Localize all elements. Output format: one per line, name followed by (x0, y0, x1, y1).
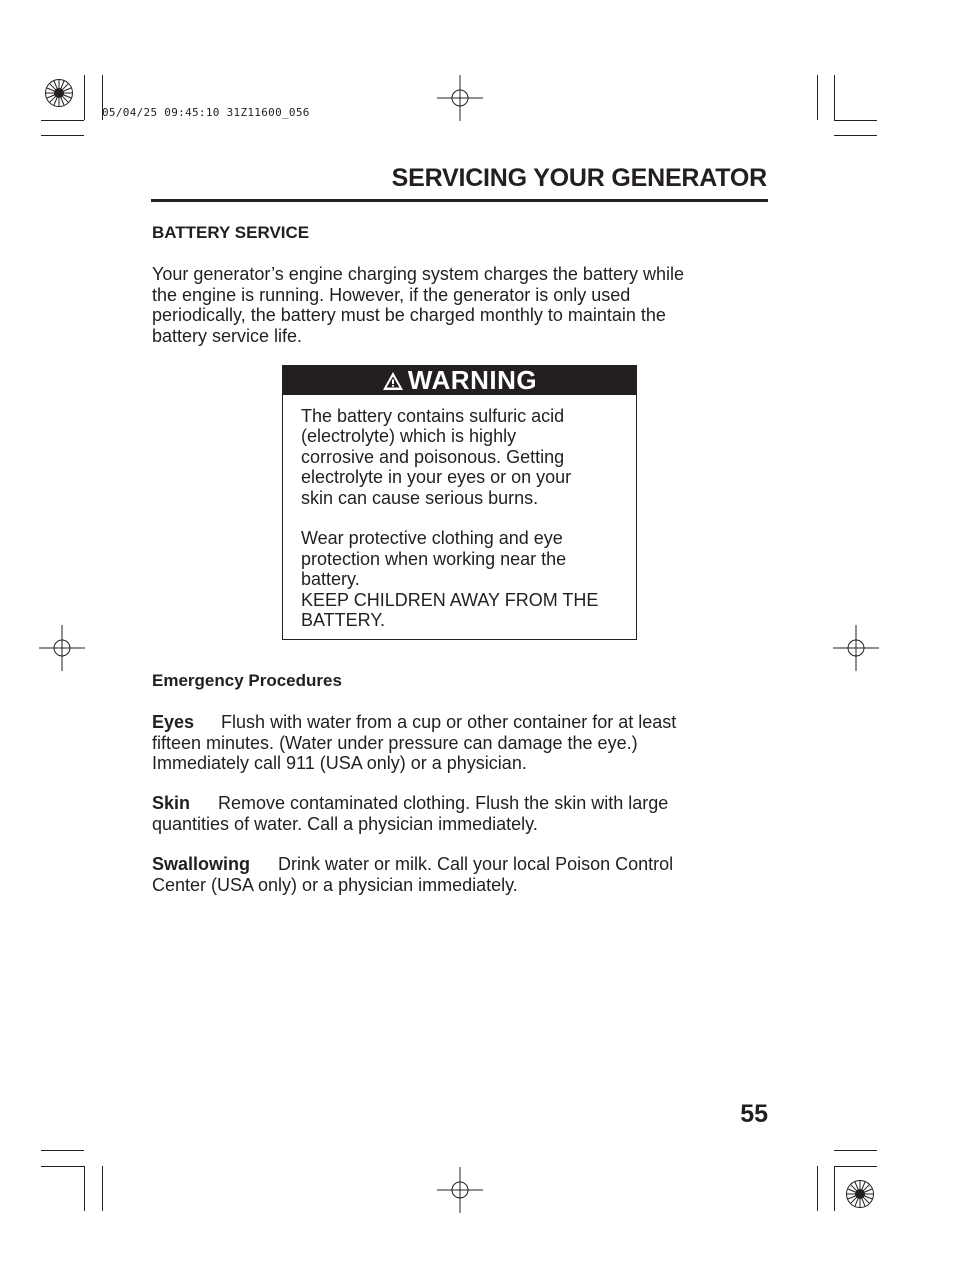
crop-mark (41, 1150, 84, 1151)
text-line: the engine is running. However, if the generator is only used (152, 284, 631, 305)
procedure-text: Drink water or milk. Call your local Poison Control (278, 854, 674, 874)
procedure-text: Remove contaminated clothing. Flush the skin with large (218, 793, 669, 813)
text-line: skin can cause serious burns. (301, 487, 539, 508)
text-line: Wear protective clothing and eye (301, 528, 563, 549)
text-line (152, 793, 762, 814)
text-line: The battery contains sulfuric acid (301, 406, 565, 426)
text-line: quantities of water. Call a physician immediately. (152, 813, 538, 834)
crop-mark (834, 1150, 877, 1151)
warning-label: WARNING (407, 365, 538, 395)
text-line (152, 712, 762, 733)
text-line: Immediately call 911 (USA only) or a physician. (152, 753, 527, 773)
crop-mark (41, 120, 84, 121)
text-line: corrosive and poisonous. Getting (301, 446, 565, 467)
procedure-swallowing (152, 854, 762, 895)
procedure-term: Skin (152, 793, 191, 813)
text-line: BATTERY. (301, 610, 386, 631)
battery-service-heading: BATTERY SERVICE (152, 223, 310, 242)
text-line: protection when working near the (301, 548, 567, 569)
text-line: periodically, the battery must be charged monthly to maintain the (152, 305, 666, 325)
text-line: KEEP CHILDREN AWAY FROM THE (301, 589, 599, 610)
text-line: battery service life. (152, 325, 303, 346)
warning-paragraph (301, 528, 621, 630)
page-number: 55 (740, 1100, 768, 1128)
warning-paragraph (301, 406, 621, 508)
procedure-skin (152, 793, 762, 834)
crop-mark (41, 1166, 84, 1167)
crosshair-mark-icon (437, 75, 483, 121)
procedure-text: Flush with water from a cup or other container for at least (221, 712, 677, 732)
crosshair-mark-icon (833, 625, 879, 671)
crop-mark (84, 75, 85, 120)
registration-target-icon (44, 78, 74, 108)
crop-mark (817, 75, 818, 120)
warning-header (283, 366, 636, 395)
warning-content (301, 406, 621, 630)
text-line (152, 854, 762, 875)
crop-mark (102, 1166, 103, 1211)
crop-mark (834, 120, 877, 121)
text-line: Center (USA only) or a physician immediately. (152, 874, 518, 895)
text-line: electrolyte in your eyes or on your (301, 467, 572, 488)
warning-triangle-icon (382, 371, 404, 391)
procedure-term: Eyes (152, 712, 195, 732)
text-line: battery. (301, 569, 360, 590)
crop-mark (84, 1166, 85, 1211)
text-line: (electrolyte) which is highly (301, 426, 517, 447)
text-line: Your generator’s engine charging system charges the battery while (152, 264, 684, 284)
print-slug: 05/04/25 09:45:10 31Z11600_056 (102, 106, 310, 119)
section-title: SERVICING YOUR GENERATOR (391, 164, 767, 192)
emergency-heading: Emergency Procedures (152, 671, 342, 690)
procedure-term: Swallowing (152, 854, 251, 874)
procedure-eyes (152, 712, 762, 774)
crop-mark (834, 135, 877, 136)
crop-mark (834, 1166, 877, 1167)
crosshair-mark-icon (437, 1167, 483, 1213)
crop-mark (817, 1166, 818, 1211)
warning-box (282, 365, 637, 640)
registration-target-icon (845, 1179, 875, 1209)
crop-mark (834, 1166, 835, 1211)
crop-mark (834, 75, 835, 120)
text-line: fifteen minutes. (Water under pressure can damage the eye.) (152, 732, 638, 753)
title-rule (151, 199, 768, 202)
battery-service-intro (152, 264, 762, 346)
crosshair-mark-icon (39, 625, 85, 671)
crop-mark (41, 135, 84, 136)
